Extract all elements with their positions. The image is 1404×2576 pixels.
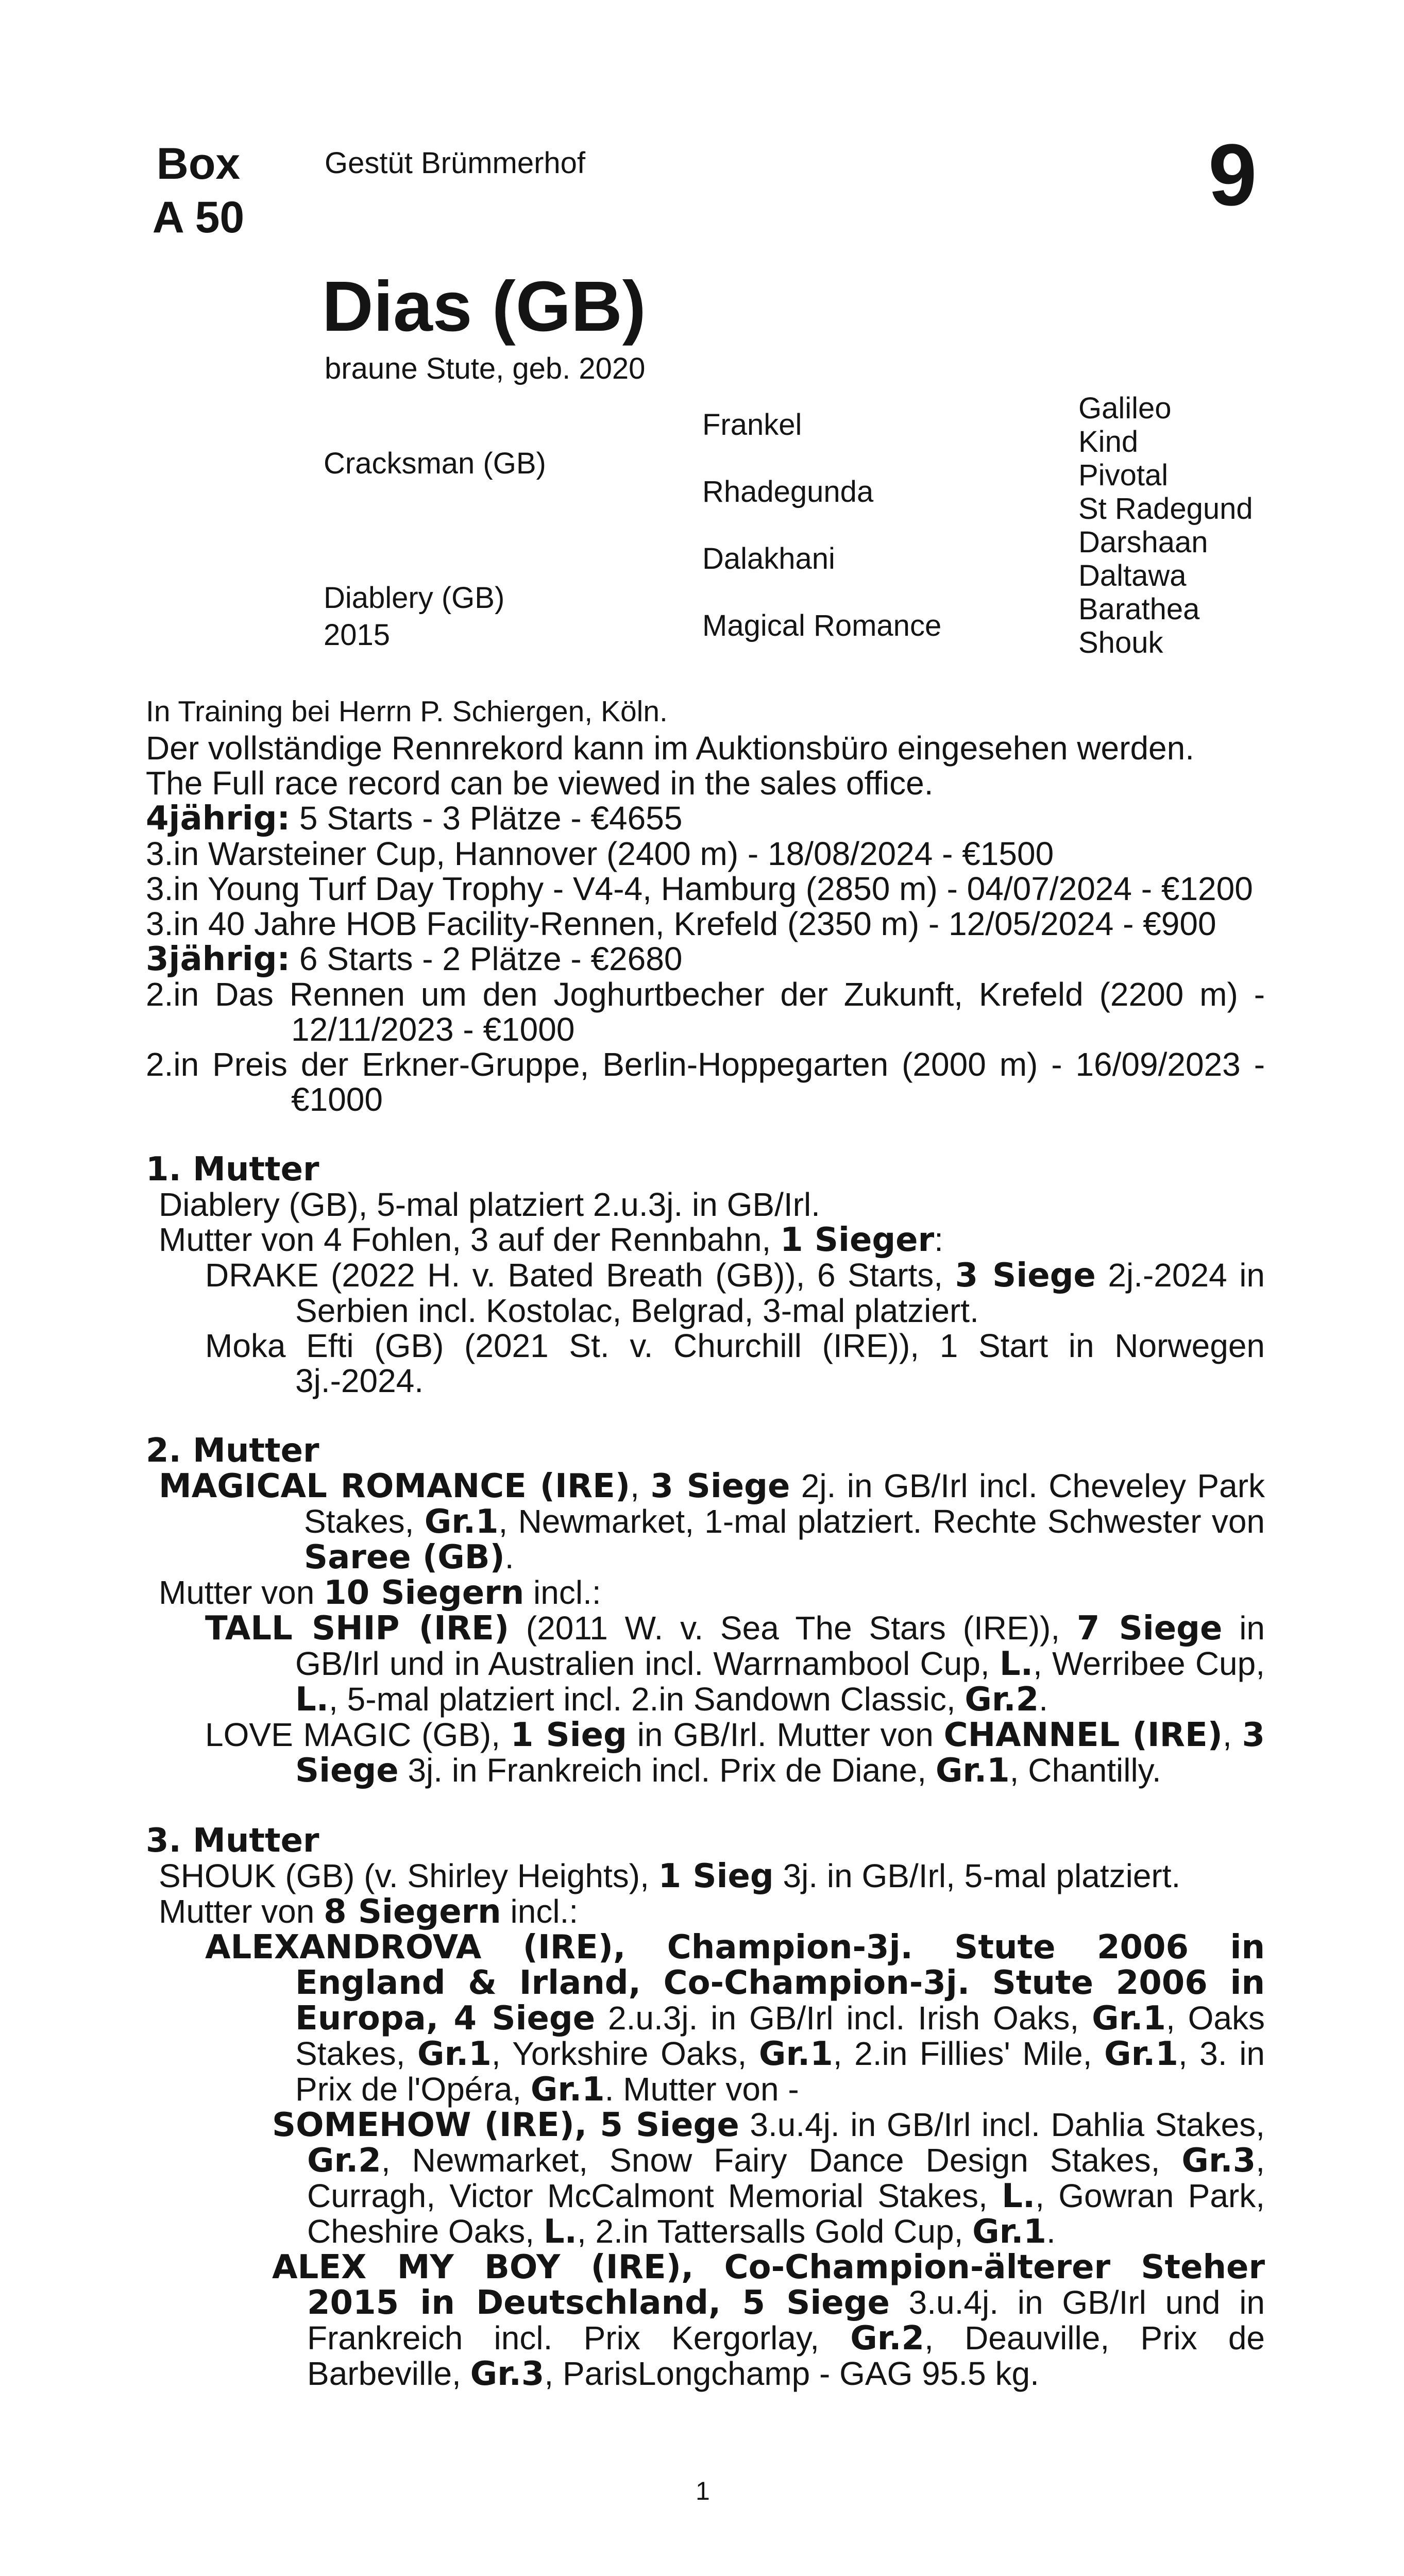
entry-grade: Gr.1: [424, 1503, 499, 1541]
dam2-produce-end: incl.:: [524, 1574, 601, 1611]
entry-text: in GB/Irl und in Australien incl. Warrnambool Cup,: [295, 1609, 1265, 1682]
race-line: 2.in Preis der Erkner-Gruppe, Berlin-Hoppegarten (2000 m) - 16/09/2023 - €1000: [146, 1046, 1265, 1118]
dam3-produce-count: 8 Siegern: [324, 1893, 501, 1931]
entry-grade: Gr.1: [530, 2071, 605, 2109]
entry-text: , Curragh, Victor McCalmont Memorial Stakes,: [307, 2142, 1265, 2214]
entry-text: 2j. in GB/Irl incl. Cheveley Park Stakes,: [304, 1467, 1265, 1540]
age4-summary: [146, 801, 1265, 836]
horse-name: Dias (GB): [322, 267, 646, 346]
dam1-produce-count: 1 Sieger: [780, 1221, 935, 1259]
entry-text: , Yorkshire Oaks,: [491, 2035, 759, 2072]
pedigree-sire-dam: Rhadegunda: [702, 475, 874, 509]
box-number-text: A 50: [152, 193, 245, 242]
produce-entry: [205, 1611, 1265, 1717]
horse-description: braune Stute, geb. 2020: [325, 352, 646, 385]
pedigree-gen3-2: Kind: [1078, 425, 1139, 459]
dam2-name: MAGICAL ROMANCE (IRE): [159, 1467, 631, 1505]
entry-grade: L.: [295, 1681, 329, 1719]
entry-grade: Gr.1: [1092, 1999, 1166, 2038]
entry-grade: Gr.2: [307, 2142, 381, 2180]
dam2-heading: 2. Mutter: [146, 1432, 319, 1470]
dam2-produce-text: Mutter von: [159, 1574, 324, 1611]
entry-text: 2.u.3j. in GB/Irl incl. Irish Oaks,: [595, 1999, 1092, 2037]
entry-grade: L.: [1002, 2177, 1036, 2215]
age4-label: 4jährig:: [146, 800, 291, 838]
entry-grade: L.: [543, 2213, 577, 2251]
entry-grade: Gr.3: [1181, 2142, 1256, 2180]
dam2-produce: [159, 1575, 1265, 1611]
entry-text: .: [504, 1538, 514, 1575]
entry-text: 3j. in Frankreich incl. Prix de Diane,: [398, 1752, 936, 1789]
box-number: [139, 192, 258, 243]
entry-text: , Werribee Cup,: [1033, 1645, 1265, 1682]
dam3-heading: 3. Mutter: [146, 1822, 319, 1860]
produce-entry: [205, 1717, 1265, 1788]
dam2-section: [146, 1468, 1265, 1788]
pedigree-gen3-5: Darshaan: [1078, 526, 1208, 559]
age3-summary-text: 6 Starts - 2 Plätze - €2680: [290, 940, 683, 977]
entry-name: SOMEHOW (IRE), 5 Siege: [272, 2106, 739, 2144]
entry-grade: Gr.1: [972, 2213, 1046, 2251]
produce-entry: [205, 1929, 1265, 2107]
entry-wins: 1 Sieg: [510, 1716, 627, 1754]
entry-text: ,: [1222, 1716, 1242, 1753]
pedigree-gen3-1: Galileo: [1078, 392, 1172, 425]
race-line: 2.in Das Rennen um den Joghurtbecher der Zukunft, Krefeld (2200 m) - 12/11/2023 - €1000: [146, 976, 1265, 1048]
entry-grade: Gr.1: [1104, 2035, 1178, 2073]
entry-grade: Gr.1: [417, 2035, 492, 2073]
produce-entry: Moka Efti (GB) (2021 St. v. Churchill (IRE)), 1 Start in Norwegen 3j.-2024.: [205, 1327, 1265, 1399]
entry-text: , 2.in Fillies' Mile,: [833, 2035, 1105, 2072]
entry-grade: Gr.1: [758, 2035, 833, 2073]
dam1-section: [146, 1187, 1265, 1398]
dam1-line: Diablery (GB), 5-mal platziert 2.u.3j. in GB/Irl.: [159, 1186, 820, 1223]
entry-text: .: [1039, 1681, 1048, 1718]
race-line: 3.in Warsteiner Cup, Hannover (2400 m) - 18/08/2024 - €1500: [146, 835, 1054, 872]
training-note: In Training bei Herrn P. Schiergen, Köln.: [146, 695, 668, 728]
pedigree-sire: Cracksman (GB): [324, 447, 546, 480]
entry-text: 3j. in GB/Irl, 5-mal platziert.: [773, 1857, 1181, 1894]
entry-text: , Oaks Stakes,: [295, 1999, 1265, 2072]
entry-text: , Chantilly.: [1009, 1752, 1161, 1789]
entry-text: , 5-mal platziert incl. 2.in Sandown Classic,: [329, 1681, 965, 1718]
entry-grade: Gr.2: [965, 1681, 1039, 1719]
entry-text: , Newmarket, 1-mal platziert. Rechte Schwester von: [498, 1503, 1265, 1540]
dam3-produce-text: Mutter von: [159, 1893, 324, 1930]
produce-entry: [272, 2249, 1265, 2392]
entry-grade: L.: [999, 1645, 1034, 1683]
dam1-produce-text: Mutter von 4 Fohlen, 3 auf der Rennbahn,: [159, 1221, 781, 1258]
entry-text: 2j.-2024 in Serbien incl. Kostolac, Belgrad, 3-mal platziert.: [295, 1257, 1265, 1329]
entry-text: ,: [630, 1467, 651, 1504]
entry-name: ALEX MY BOY (IRE), Co-Champion-älterer Steher 2015 in Deutschland, 5 Siege: [272, 2248, 1265, 2322]
entry-text: , Deauville, Prix de Barbeville,: [307, 2319, 1265, 2392]
dam2-entry: [159, 1468, 1265, 1575]
entry-grade: Gr.1: [935, 1752, 1010, 1790]
consignor: Gestüt Brümmerhof: [325, 146, 586, 180]
entry-name: TALL SHIP (IRE): [205, 1609, 510, 1648]
dam3-produce: [159, 1894, 1265, 1929]
pedigree-gen3-3: Pivotal: [1078, 459, 1169, 492]
entry-wins: 3 Siege: [650, 1467, 790, 1505]
pedigree-gen3-8: Shouk: [1078, 626, 1163, 659]
dam3-produce-end: incl.:: [501, 1893, 579, 1930]
entry-text: in GB/Irl. Mutter von: [627, 1716, 944, 1753]
entry-wins: 3 Siege: [295, 1716, 1265, 1790]
pedigree-gen3-6: Daltawa: [1078, 559, 1187, 592]
dam1-produce-end: :: [934, 1221, 943, 1258]
entry-sister: Saree (GB): [304, 1538, 505, 1577]
entry-name: ALEXANDROVA (IRE), Champion-3j. Stute 2006 in England & Irland, Co-Champion-3j. Stute 2006 in Europa, 4 Siege: [205, 1928, 1265, 2038]
entry-wins: 1 Sieg: [658, 1857, 774, 1895]
age3-summary: [146, 941, 1265, 977]
entry-text: 3.u.4j. in GB/Irl und in Frankreich incl. Prix Kergorlay,: [307, 2284, 1265, 2357]
entry-text: DRAKE (2022 H. v. Bated Breath (GB)), 6 Starts,: [205, 1257, 955, 1294]
lot-number: 9: [1208, 126, 1257, 224]
entry-text: , ParisLongchamp - GAG 95.5 kg.: [544, 2355, 1039, 2392]
race-record-note-en: The Full race record can be viewed in the sales office.: [146, 765, 934, 802]
box-label: [147, 138, 250, 190]
entry-text: , Gowran Park, Cheshire Oaks,: [307, 2177, 1265, 2250]
pedigree-dam-sire: Dalakhani: [702, 542, 835, 575]
dam1-produce: [159, 1222, 1265, 1258]
box-label-text: Box: [156, 139, 241, 189]
entry-grade: Gr.3: [470, 2355, 545, 2393]
pedigree-dam-year: 2015: [324, 618, 391, 652]
pedigree-sire-sire: Frankel: [702, 408, 802, 442]
entry-text: , Newmarket, Snow Fairy Dance Design Stakes,: [381, 2142, 1182, 2179]
dam3-entry: [159, 1858, 1265, 1894]
entry-grade: Gr.2: [850, 2319, 925, 2358]
entry-text: LOVE MAGIC (GB),: [205, 1716, 511, 1753]
dam3-section: [146, 1858, 1265, 2392]
produce-entry: [272, 2107, 1265, 2249]
entry-text: .: [1046, 2213, 1056, 2250]
entry-text: SHOUK (GB) (v. Shirley Heights),: [159, 1857, 658, 1894]
entry-text: , 3. in Prix de l'Opéra,: [295, 2035, 1265, 2108]
pedigree-dam-dam: Magical Romance: [702, 609, 942, 642]
entry-text: . Mutter von -: [604, 2071, 799, 2108]
race-record-note-de: Der vollständige Rennrekord kann im Auktionsbüro eingesehen werden.: [146, 730, 1194, 767]
race-line: 3.in 40 Jahre HOB Facility-Rennen, Krefeld (2350 m) - 12/05/2024 - €900: [146, 905, 1216, 942]
produce-entry: [205, 1258, 1265, 1328]
entry-text: (2011 W. v. Sea The Stars (IRE)),: [509, 1609, 1077, 1647]
pedigree-gen3-7: Barathea: [1078, 592, 1200, 626]
entry-wins: 7 Siege: [1076, 1609, 1223, 1648]
catalogue-body: [146, 731, 1265, 2392]
age3-label: 3jährig:: [146, 940, 291, 978]
entry-wins: 3 Siege: [955, 1257, 1096, 1295]
pedigree-gen3-4: St Radegund: [1078, 492, 1253, 526]
dam2-produce-count: 10 Siegern: [324, 1574, 525, 1612]
race-line: 3.in Young Turf Day Trophy - V4-4, Hamburg (2850 m) - 04/07/2024 - €1200: [146, 870, 1253, 907]
pedigree-dam: Diablery (GB): [324, 581, 505, 615]
entry-text: , 2.in Tattersalls Gold Cup,: [577, 2213, 973, 2250]
page-number: 1: [696, 2477, 710, 2505]
age4-summary-text: 5 Starts - 3 Plätze - €4655: [290, 800, 683, 837]
dam1-heading: 1. Mutter: [146, 1150, 319, 1189]
entry-name: CHANNEL (IRE): [943, 1716, 1223, 1754]
entry-text: 3.u.4j. in GB/Irl incl. Dahlia Stakes,: [739, 2106, 1265, 2143]
